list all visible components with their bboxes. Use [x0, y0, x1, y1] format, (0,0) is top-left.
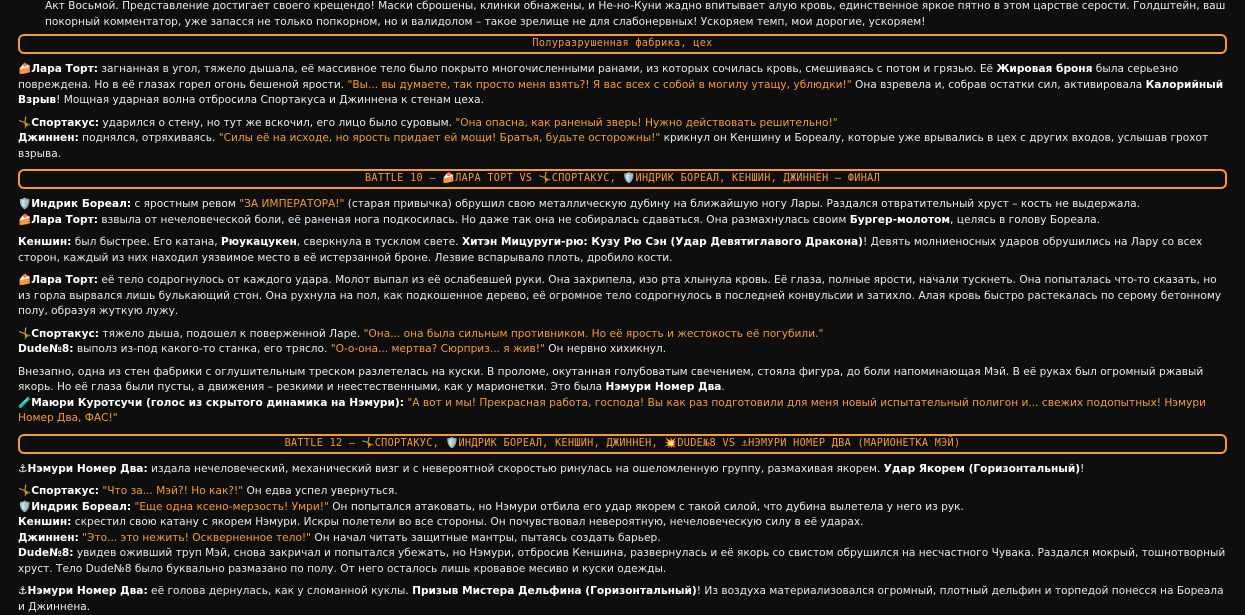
- quote: "ЗА ИМПЕРАТОРА!": [239, 198, 345, 210]
- message-boreal-2: 🛡️Индрик Бореал: "Еще одна ксено-мерзость! Умри!" Он попытался атаковать, но Нэмури отбила его удар якорем с такой силой, что дубина вылетела у него из рук.: [18, 500, 964, 513]
- scene-header-factory: Полуразрушенная фабрика, цех: [18, 34, 1227, 54]
- message-jinnen-2: Джиннен: "Это... это нежить! Оскверненное тело!" Он начал читать защитные мантры, пытаясь создать барьер.: [18, 531, 661, 544]
- battle-header-10: BATTLE 10 – 🍰ЛАРА ТОРТ VS 🤸СПОРТАКУС, 🛡️ИНДРИК БОРЕАЛ, КЕНШИН, ДЖИННЕН – ФИНАЛ: [18, 169, 1227, 189]
- message-jinnen-1: Джиннен: поднялся, отряхиваясь. "Силы её на исходе, но ярость придает ей мощи! Братья, будьте осторожны!" крикнул он Кеншину и Бореалу, которые уже врывались в цех с других входов, услышав грохот взрыва.: [18, 132, 1209, 160]
- quote: "Вы... вы думаете, так просто меня взять?! Я вас всех с собой в могилу утащу, ублюдки!": [347, 78, 852, 91]
- speaker-dude8: Dude№8:: [18, 343, 74, 355]
- message-lara-3: 🍰Лара Торт: её тело содрогнулось от каждого удара. Молот выпал из её ослабевшей руки. Она захрипела, изо рта хлынула кровь. Её глаза, полные ярости, начали тускнеть. Она попыталась что-то сказать, но из горла вырвался лишь булькающий стон. Она рухнула на пол, как подкошенное дерево, её огромное тело содрогнулось в последней конвульсии и затихло. Алая кровь быстро растекалась по серому бетонному полу, образуя жуткую лужу.: [18, 274, 1222, 317]
- speaker-boreal: 🛡️Индрик Бореал:: [18, 198, 132, 210]
- speaker-lara: 🍰Лара Торт:: [18, 213, 99, 226]
- speaker-sportakus: 🤸Спортакус:: [18, 327, 100, 340]
- speaker-jinnen: Джиннен:: [18, 132, 79, 144]
- message-lara-2: 🍰Лара Торт: взвыла от нечеловеческой боли, её раненая нога подкосилась. Но даже так она не собиралась сдаваться. Она размахнулась своим Бургер-молотом, целясь в голову Бореала.: [18, 213, 1100, 226]
- battle-header-12: BATTLE 12 – 🤸СПОРТАКУС, 🛡️ИНДРИК БОРЕАЛ, КЕНШИН, ДЖИННЕН, 💥DUDE№8 VS ⚓НЭМУРИ НОМЕР ДВА (МАРИОНЕТКА МЭЙ): [18, 434, 1227, 454]
- message-boreal-1: 🛡️Индрик Бореал: с яростным ревом "ЗА ИМПЕРАТОРА!" (старая привычка) обрушил свою металлическую дубину на ближайшую ногу Лары. Раздался отвратительный хруст – кость не выдержала.: [18, 198, 1140, 210]
- quote: "О-о-она... мертва? Сюрприз... я жив!": [330, 343, 545, 355]
- quote: "Это... это нежить! Оскверненное тело!": [78, 531, 312, 544]
- quote: "Что за... Мэй?! Но как?!": [99, 485, 244, 497]
- narration-intro: Акт Восьмой. Представление достигает своего крещендо! Маски сброшены, клинки обнажены, и Не-но-Куни жадно впитывает алую кровь, единственное яркое пятно в этом царстве серости. Голдштейн, ваш покорный комментатор, уже запасся не только попкорном, но и валидолом – такое зрелище не для слабонервных! Ускоряем темп, мои дорогие, ускоряем!: [45, 0, 1226, 28]
- quote: "Еще одна ксено-мерзость! Умри!": [131, 500, 329, 513]
- speaker-nemuri: ⚓Нэмури Номер Два:: [18, 585, 148, 597]
- message-sportakus-3: 🤸Спортакус: "Что за... Мэй?! Но как?!" Он едва успел увернуться.: [18, 485, 398, 497]
- speaker-kenshin: Кеншин:: [18, 516, 72, 528]
- message-nemuri-2: ⚓Нэмури Номер Два: её голова дернулась, как у сломанной куклы. Призыв Мистера Дельфина (Горизонтальный)! Из воздуха материализовался огромный, плотный дельфин и торпедой понесся на Бореала и Джиннена.: [18, 585, 1224, 613]
- quote: "Силы её на исходе, но ярость придает ей мощи! Братья, будьте осторожны!": [218, 132, 661, 144]
- speaker-nemuri: ⚓Нэмури Номер Два:: [18, 462, 148, 475]
- speaker-lara: 🍰Лара Торт:: [18, 274, 99, 286]
- speaker-sportakus: 🤸Спортакус:: [18, 116, 100, 129]
- quote: "Она опасна, как раненый зверь! Нужно действовать решительно!": [455, 116, 838, 129]
- message-sportakus-1: 🤸Спортакус: ударился о стену, но тут же вскочил, его лицо было суровым. "Она опасна, как раненый зверь! Нужно действовать решительно!": [18, 116, 838, 129]
- speaker-jinnen: Джиннен:: [18, 531, 79, 544]
- quote: "Она... она была сильным противником. Но её ярость и жестокость её погубили.": [363, 327, 824, 340]
- speaker-kenshin: Кеншин:: [18, 236, 72, 248]
- message-kenshin-1: Кеншин: был быстрее. Его катана, Рюукацукен, сверкнула в тусклом свете. Хитэн Мицуруги-рю: Кузу Рю Сэн (Удар Девятиглавого Дракона)! Девять молниеносных ударов обрушились на Лару со всех сторон, каждый из них находил уязвимое место в её истерзанной броне. Лезвие вспарывало плоть, дробило кости.: [18, 236, 1203, 264]
- message-kenshin-2: Кеншин: скрестил свою катану с якорем Нэмури. Искры полетели во все стороны. Он почувствовал невероятную, нечеловеческую силу в её ударах.: [18, 516, 864, 528]
- speaker-lara: 🍰Лара Торт:: [18, 63, 99, 75]
- message-dude8-1: Dude№8: выполз из-под какого-то станка, его трясло. "О-о-она... мертва? Сюрприз... я жив!" Он нервно хихикнул.: [18, 343, 667, 355]
- speaker-mayuri: 🧪Маюри Куротсучи (голос из скрытого динамика на Нэмури):: [18, 396, 404, 409]
- speaker-sportakus: 🤸Спортакус:: [18, 485, 100, 497]
- message-lara-1: 🍰Лара Торт: загнанная в угол, тяжело дышала, её массивное тело было покрыто многочисленными ранами, из которых сочилась кровь, смешиваясь с потом и грязью. Её Жировая броня была серьезно повреждена. Но в её глазах горел огонь бешеной ярости. "Вы... вы думаете, так просто меня взять?! Я вас всех с собой в могилу утащу, ублюдки!" Она взревела и, собрав остатки сил, активировала Калорийный Взрыв! Мощная ударная волна отбросила Спортакуса и Джиннена к стенам цеха.: [18, 63, 1224, 106]
- message-nemuri-1: ⚓Нэмури Номер Два: издала нечеловеческий, механический визг и с невероятной скоростью ринулась на ошеломленную группу, размахивая якорем. Удар Якорем (Горизонтальный)!: [18, 462, 1085, 475]
- message-sportakus-2: 🤸Спортакус: тяжело дыша, подошел к поверженной Ларе. "Она... она была сильным противником. Но её ярость и жестокость её погубили.": [18, 327, 824, 340]
- quote: "А вот и мы! Прекрасная работа, господа! Вы как раз подготовили для меня новый испытательный полигон и... свежих подопытных! Нэмури Номер Два, ФАС!": [18, 396, 1207, 424]
- narration-nemuri-appears: Внезапно, одна из стен фабрики с оглушительным треском разлетелась на куски. В проломе, окутанная голубоватым свечением, стояла фигура, до боли напоминающая Мэй. В её руках был огромный ржавый якорь. Но её глаза были пусты, а движения – резкими и неестественными, как у марионетки. Это была Нэмури Номер Два.: [18, 365, 1204, 393]
- message-mayuri-1: [18, 396, 1227, 427]
- message-dude8-2: Dude№8: увидев оживший труп Мэй, снова закричал и попытался убежать, но Нэмури, отбросив Кеншина, развернулась и её якорь со свистом обрушился на несчастного Чувака. Раздался мокрый, тошнотворный хруст. Тело Dude№8 было буквально размазано по полу. От него осталось лишь кровавое месиво и куски одежды.: [18, 547, 1226, 575]
- speaker-boreal: 🛡️Индрик Бореал:: [18, 500, 132, 513]
- speaker-dude8: Dude№8:: [18, 547, 74, 559]
